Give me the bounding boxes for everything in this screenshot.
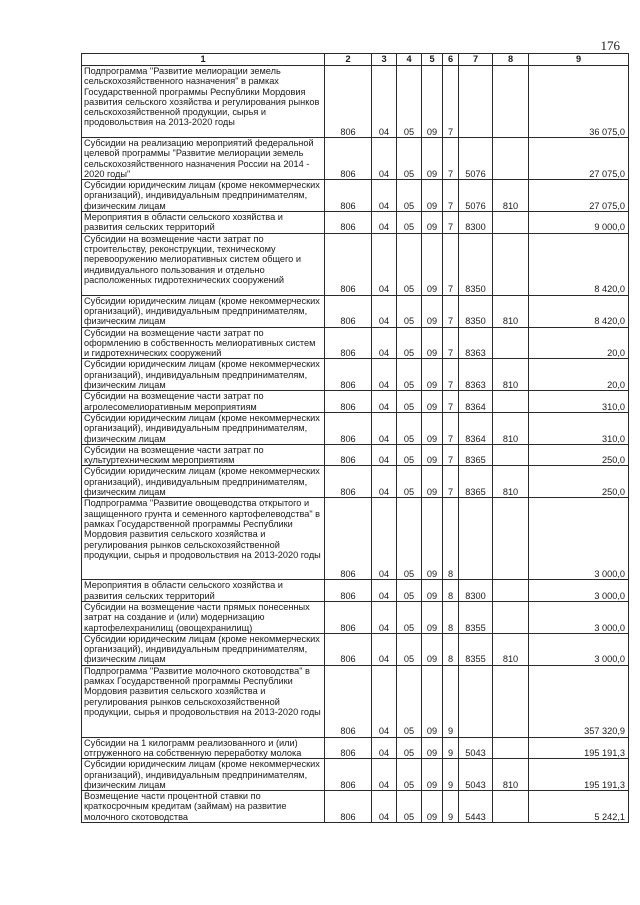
subprogram-cell: 7 [443,295,459,327]
row-name-cell: Субсидии юридическим лицам (кроме некоммерческих организаций), индивидуальным предпринимателям, физическим лицам [82,466,325,498]
subsection-cell: 05 [397,138,422,180]
section-cell: 04 [372,633,397,665]
row-name-cell: Подпрограмма "Развитие молочного скотоводства" в рамках Государственной программы Республики Мордовия развития сельского хозяйства и регулирования рынков сельскохозяйственной продукции, сырья и продовольствия на 2013-2020 годы [82,665,325,737]
section-cell: 04 [372,665,397,737]
expense-type-cell: 810 [493,633,529,665]
subprogram-cell: 9 [443,737,459,759]
admin-code-cell: 806 [325,466,372,498]
admin-code-cell: 806 [325,737,372,759]
amount-cell: 310,0 [529,391,629,413]
amount-cell: 27 075,0 [529,180,629,212]
row-name-cell: Субсидии юридическим лицам (кроме некоммерческих организаций), индивидуальным предпринимателям, физическим лицам [82,359,325,391]
amount-cell: 195 191,3 [529,759,629,791]
section-cell: 04 [372,444,397,466]
section-cell: 04 [372,498,397,580]
program-cell: 09 [422,66,443,138]
section-cell: 04 [372,327,397,359]
expense-type-cell [493,737,529,759]
row-name-cell: Субсидии на возмещение части затрат по оформлению в собственность мелиоративных систем и гидротехнических сооружений [82,327,325,359]
subsection-cell: 05 [397,180,422,212]
direction-cell: 8365 [459,444,493,466]
section-cell: 04 [372,466,397,498]
expense-type-cell [493,444,529,466]
admin-code-cell: 806 [325,180,372,212]
table-row [82,665,629,737]
amount-cell: 357 320,9 [529,665,629,737]
program-cell: 09 [422,633,443,665]
subsection-cell: 05 [397,759,422,791]
program-cell: 09 [422,359,443,391]
section-cell: 04 [372,737,397,759]
direction-cell: 5043 [459,737,493,759]
row-name-cell: Субсидии на возмещение части затрат по культуртехническим мероприятиям [82,444,325,466]
direction-cell: 8364 [459,412,493,444]
row-name-cell: Мероприятия в области сельского хозяйства и развития сельских территорий [82,580,325,602]
admin-code-cell: 806 [325,633,372,665]
subsection-cell: 05 [397,601,422,633]
table-row [82,601,629,633]
table-row [82,327,629,359]
header-cell: 2 [325,54,372,66]
admin-code-cell: 806 [325,327,372,359]
subprogram-cell: 7 [443,66,459,138]
row-name-cell: Подпрограмма "Развитие мелиорации земель сельскохозяйственного назначения" в рамках Государственной программы Республики Мордовия развития сельского хозяйства и регулирования рынков сельскохозяйственной продукции, сырья и продовольствия на 2013-2020 годы [82,66,325,138]
program-cell: 09 [422,391,443,413]
program-cell: 09 [422,466,443,498]
table-row [82,295,629,327]
row-name-cell: Субсидии юридическим лицам (кроме некоммерческих организаций), индивидуальным предпринимателям, физическим лицам [82,180,325,212]
program-cell: 09 [422,665,443,737]
row-name-cell: Субсидии юридическим лицам (кроме некоммерческих организаций), индивидуальным предпринимателям, физическим лицам [82,295,325,327]
subsection-cell: 05 [397,295,422,327]
subprogram-cell: 9 [443,665,459,737]
direction-cell: 5043 [459,759,493,791]
direction-cell: 8355 [459,633,493,665]
expense-type-cell [493,391,529,413]
expense-type-cell [493,138,529,180]
direction-cell: 8365 [459,466,493,498]
admin-code-cell: 806 [325,66,372,138]
table-row [82,580,629,602]
section-cell: 04 [372,66,397,138]
amount-cell: 3 000,0 [529,580,629,602]
section-cell: 04 [372,212,397,234]
row-name-cell: Мероприятия в области сельского хозяйства и развития сельских территорий [82,212,325,234]
subsection-cell: 05 [397,444,422,466]
admin-code-cell: 806 [325,665,372,737]
header-cell: 1 [82,54,325,66]
section-cell: 04 [372,791,397,823]
table-row [82,737,629,759]
expense-type-cell [493,233,529,295]
row-name-cell: Субсидии на возмещение части затрат по строительству, реконструкции, техническому перевооружению мелиоративных систем общего и индивидуального пользования и отдельно расположенных гидротехнических сооружений [82,233,325,295]
direction-cell: 8350 [459,295,493,327]
subprogram-cell: 7 [443,466,459,498]
expense-type-cell [493,601,529,633]
amount-cell: 3 000,0 [529,633,629,665]
subprogram-cell: 7 [443,412,459,444]
expense-type-cell [493,212,529,234]
subprogram-cell: 7 [443,233,459,295]
header-cell: 3 [372,54,397,66]
direction-cell: 8300 [459,580,493,602]
direction-cell: 5443 [459,791,493,823]
admin-code-cell: 806 [325,295,372,327]
program-cell: 09 [422,412,443,444]
table-row [82,138,629,180]
subprogram-cell: 7 [443,359,459,391]
subprogram-cell: 7 [443,391,459,413]
subprogram-cell: 7 [443,444,459,466]
table-body [82,66,629,823]
expense-type-cell: 810 [493,412,529,444]
row-name-cell: Субсидии на 1 килограмм реализованного и (или) отгруженного на собственную переработку молока [82,737,325,759]
subprogram-cell: 7 [443,180,459,212]
subprogram-cell: 8 [443,601,459,633]
subprogram-cell: 7 [443,138,459,180]
section-cell: 04 [372,138,397,180]
amount-cell: 250,0 [529,466,629,498]
amount-cell: 20,0 [529,359,629,391]
program-cell: 09 [422,295,443,327]
table-row [82,233,629,295]
subprogram-cell: 8 [443,498,459,580]
program-cell: 09 [422,138,443,180]
subsection-cell: 05 [397,633,422,665]
subprogram-cell: 8 [443,633,459,665]
amount-cell: 9 000,0 [529,212,629,234]
page-number: 176 [600,38,620,53]
table-row [82,498,629,580]
header-cell: 7 [459,54,493,66]
header-cell: 8 [493,54,529,66]
subprogram-cell: 9 [443,759,459,791]
expense-type-cell [493,665,529,737]
expense-type-cell [493,791,529,823]
table-row [82,412,629,444]
program-cell: 09 [422,759,443,791]
admin-code-cell: 806 [325,759,372,791]
table-row [82,359,629,391]
program-cell: 09 [422,233,443,295]
subsection-cell: 05 [397,791,422,823]
subprogram-cell: 7 [443,212,459,234]
table-row [82,212,629,234]
amount-cell: 27 075,0 [529,138,629,180]
amount-cell: 310,0 [529,412,629,444]
admin-code-cell: 806 [325,498,372,580]
header-row [82,54,629,66]
section-cell: 04 [372,359,397,391]
direction-cell [459,665,493,737]
program-cell: 09 [422,791,443,823]
direction-cell [459,66,493,138]
admin-code-cell: 806 [325,359,372,391]
program-cell: 09 [422,737,443,759]
subsection-cell: 05 [397,233,422,295]
row-name-cell: Подпрограмма "Развитие овощеводства открытого и защищенного грунта и семенного картофелеводства" в рамках Государственной программы Республики Мордовия развития сельского хозяйства и регулирования рынков сельскохозяйственной продукции, сырья и продовольствия на 2013-2020 годы [82,498,325,580]
amount-cell: 20,0 [529,327,629,359]
admin-code-cell: 806 [325,212,372,234]
admin-code-cell: 806 [325,444,372,466]
row-name-cell: Субсидии юридическим лицам (кроме некоммерческих организаций), индивидуальным предпринимателям, физическим лицам [82,759,325,791]
subsection-cell: 05 [397,412,422,444]
expense-type-cell [493,580,529,602]
section-cell: 04 [372,233,397,295]
amount-cell: 5 242,1 [529,791,629,823]
program-cell: 09 [422,601,443,633]
subsection-cell: 05 [397,737,422,759]
direction-cell [459,498,493,580]
section-cell: 04 [372,759,397,791]
program-cell: 09 [422,498,443,580]
subsection-cell: 05 [397,580,422,602]
subprogram-cell: 7 [443,327,459,359]
subsection-cell: 05 [397,391,422,413]
section-cell: 04 [372,180,397,212]
admin-code-cell: 806 [325,412,372,444]
expense-type-cell [493,498,529,580]
table-row [82,633,629,665]
admin-code-cell: 806 [325,580,372,602]
section-cell: 04 [372,601,397,633]
direction-cell: 8363 [459,327,493,359]
amount-cell: 3 000,0 [529,498,629,580]
expense-type-cell: 810 [493,759,529,791]
section-cell: 04 [372,412,397,444]
row-name-cell: Субсидии на возмещение части затрат по агролесомелиоративным мероприятиям [82,391,325,413]
program-cell: 09 [422,327,443,359]
table-row [82,444,629,466]
program-cell: 09 [422,580,443,602]
direction-cell: 5076 [459,180,493,212]
header-cell: 4 [397,54,422,66]
subsection-cell: 05 [397,327,422,359]
section-cell: 04 [372,580,397,602]
row-name-cell: Возмещение части процентной ставки по краткосрочным кредитам (займам) на развитие молочного скотоводства [82,791,325,823]
expense-type-cell: 810 [493,359,529,391]
admin-code-cell: 806 [325,601,372,633]
admin-code-cell: 806 [325,391,372,413]
subsection-cell: 05 [397,66,422,138]
direction-cell: 8300 [459,212,493,234]
amount-cell: 3 000,0 [529,601,629,633]
section-cell: 04 [372,391,397,413]
table-row [82,791,629,823]
direction-cell: 5076 [459,138,493,180]
expense-type-cell: 810 [493,180,529,212]
admin-code-cell: 806 [325,233,372,295]
row-name-cell: Субсидии юридическим лицам (кроме некоммерческих организаций), индивидуальным предпринимателям, физическим лицам [82,412,325,444]
table-row [82,66,629,138]
row-name-cell: Субсидии юридическим лицам (кроме некоммерческих организаций), индивидуальным предпринимателям, физическим лицам [82,633,325,665]
admin-code-cell: 806 [325,138,372,180]
amount-cell: 195 191,3 [529,737,629,759]
amount-cell: 36 075,0 [529,66,629,138]
subprogram-cell: 8 [443,580,459,602]
direction-cell: 8355 [459,601,493,633]
budget-table [81,53,629,823]
subprogram-cell: 9 [443,791,459,823]
row-name-cell: Субсидии на реализацию мероприятий федеральной целевой программы "Развитие мелиорации земель сельскохозяйственного назначения России на 2014 - 2020 годы" [82,138,325,180]
direction-cell: 8350 [459,233,493,295]
expense-type-cell [493,66,529,138]
program-cell: 09 [422,444,443,466]
amount-cell: 8 420,0 [529,295,629,327]
header-cell: 9 [529,54,629,66]
table-row [82,180,629,212]
subsection-cell: 05 [397,212,422,234]
subsection-cell: 05 [397,498,422,580]
admin-code-cell: 806 [325,791,372,823]
table-row [82,391,629,413]
section-cell: 04 [372,295,397,327]
amount-cell: 8 420,0 [529,233,629,295]
header-cell: 6 [443,54,459,66]
direction-cell: 8364 [459,391,493,413]
header-cell: 5 [422,54,443,66]
direction-cell: 8363 [459,359,493,391]
amount-cell: 250,0 [529,444,629,466]
subsection-cell: 05 [397,359,422,391]
expense-type-cell [493,327,529,359]
expense-type-cell: 810 [493,466,529,498]
program-cell: 09 [422,212,443,234]
table-row [82,466,629,498]
program-cell: 09 [422,180,443,212]
table-row [82,759,629,791]
expense-type-cell: 810 [493,295,529,327]
row-name-cell: Субсидии на возмещение части прямых понесенных затрат на создание и (или) модернизацию картофелехранилищ (овощехранилищ) [82,601,325,633]
subsection-cell: 05 [397,466,422,498]
subsection-cell: 05 [397,665,422,737]
